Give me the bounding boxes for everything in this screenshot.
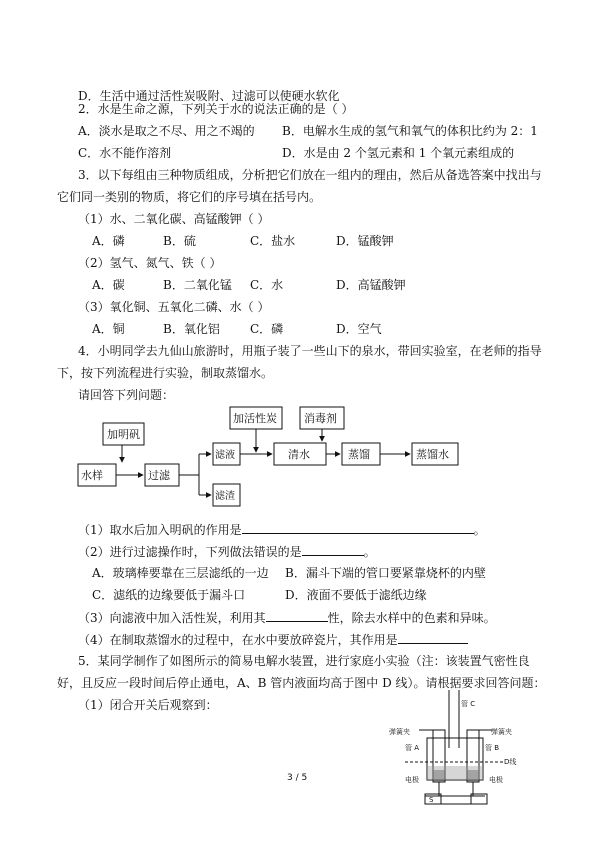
g1-option-a: A．磷 [92, 234, 125, 248]
g2-option-c: C．水 [250, 278, 284, 292]
residue-label: 滤渣 [215, 491, 235, 502]
line-d-label: D线 [504, 758, 517, 766]
q4-2-option-a: A．玻璃棒要靠在三层滤纸的一边 [92, 566, 269, 580]
switch-label: S [429, 796, 434, 804]
clip-left-label: 弹簧夹 [389, 728, 410, 736]
tube-b-label: 管 B [485, 744, 500, 752]
sample-label: 水样 [81, 469, 103, 482]
g3-option-b: B．氧化铝 [163, 322, 220, 336]
question-3-line2: 它们同一类别的物质，将它们的序号填在括号内。 [57, 190, 322, 204]
q5-sub1: （1）闭合开关后观察到： [78, 698, 218, 712]
q4-sub3-text: （3）向滤液中加入活性炭，利用其 [78, 611, 266, 625]
q4-2-option-b: B．漏斗下端的管口要紧靠烧杯的内壁 [285, 566, 486, 580]
q2-option-c: C．水不能作溶剂 [78, 146, 172, 160]
filtrate-label: 滤液 [215, 450, 235, 461]
q4-sub4 [78, 631, 468, 648]
distilled-water-label: 蒸馏水 [416, 448, 449, 461]
q2-option-b: B．电解水生成的氢气和氧气的体积比约为 2：1 [282, 124, 538, 138]
electrode-right-label: 电极 [489, 776, 503, 784]
q4-2-option-d: D．液面不要低于滤纸边缘 [285, 588, 427, 602]
g2-option-b: B．二氧化锰 [163, 278, 232, 292]
answer-blank[interactable] [302, 543, 364, 556]
group-3: （3）氧化铜、五氧化二磷、水（ ） [78, 300, 270, 314]
group-1: （1）水、二氧化碳、高锰酸钾（ ） [78, 212, 270, 226]
alum-label: 加明矾 [107, 428, 140, 441]
clip-right-label: 弹簧夹 [491, 728, 512, 736]
q4-sub4-text: （4）在制取蒸馏水的过程中，在水中要放碎瓷片，其作用是 [78, 633, 398, 647]
group-2: （2）氢气、氮气、铁（ ） [78, 256, 222, 270]
g3-option-a: A．铜 [92, 322, 125, 336]
electrolysis-apparatus [385, 690, 525, 815]
clean-water-label: 清水 [288, 448, 310, 461]
distill-label: 蒸馏 [348, 448, 370, 461]
g3-option-d: D．空气 [336, 322, 382, 336]
option-d-line: D．生活中通过活性炭吸附、过滤可以使硬水软化 [78, 89, 340, 103]
question-4-prompt: 请回答下列问题： [78, 388, 175, 402]
q4-sub1-end: 。 [473, 523, 486, 537]
answer-blank[interactable] [398, 631, 468, 644]
q4-sub2-text: （2）进行过滤操作时，下列做法错误的是 [78, 545, 302, 559]
g3-option-c: C．磷 [250, 322, 284, 336]
question-3-line1: 3．以下每组由三种物质组成，分析把它们放在一组内的理由，然后从备选答案中找出与 [78, 168, 542, 182]
q4-sub1-text: （1）取水后加入明矾的作用是 [78, 523, 242, 537]
q4-sub3-text-end: 性，除去水样中的色素和异味。 [327, 611, 496, 625]
q4-2-option-c: C．滤纸的边缘要低于漏斗口 [92, 588, 246, 602]
q2-option-a: A．淡水是取之不尽、用之不竭的 [78, 124, 255, 138]
question-4-line2: 下，按下列流程进行实验，制取蒸馏水。 [57, 366, 274, 380]
electrode-left-label: 电极 [405, 776, 419, 784]
q2-option-d: D．水是由 2 个氢元素和 1 个氧元素组成的 [282, 146, 515, 160]
carbon-label: 加活性炭 [233, 412, 277, 425]
question-2: 2．水是生命之源，下列关于水的说法正确的是（ ） [78, 102, 354, 116]
q4-sub1 [78, 521, 486, 538]
g2-option-a: A．碳 [92, 278, 125, 292]
question-5-line2: 好，且反应一段时间后停止通电，A、B 管内液面均高于图中 D 线）。请根据要求回答问题： [57, 676, 546, 690]
tube-c-label: 管 C [461, 700, 476, 708]
page-number: 3 / 5 [287, 773, 308, 783]
question-5-line1: 5．某同学制作了如图所示的简易电解水装置，进行家庭小实验（注：该装置气密性良 [78, 654, 530, 668]
disinfectant-label: 消毒剂 [304, 412, 337, 425]
answer-blank[interactable] [266, 609, 328, 622]
answer-blank[interactable] [242, 521, 474, 534]
question-4-line1: 4．小明同学去九仙山旅游时，用瓶子装了一些山下的泉水，带回实验室，在老师的指导 [78, 344, 542, 358]
q4-sub3 [78, 609, 496, 626]
q4-sub2-end: 。 [363, 545, 376, 559]
g2-option-d: D．高锰酸钾 [336, 278, 406, 292]
filter-label: 过滤 [148, 469, 170, 482]
tube-a-label: 管 A [405, 744, 420, 752]
g1-option-c: C．盐水 [250, 234, 296, 248]
q4-sub2 [78, 543, 376, 560]
g1-option-b: B．硫 [163, 234, 196, 248]
g1-option-d: D．锰酸钾 [336, 234, 394, 248]
